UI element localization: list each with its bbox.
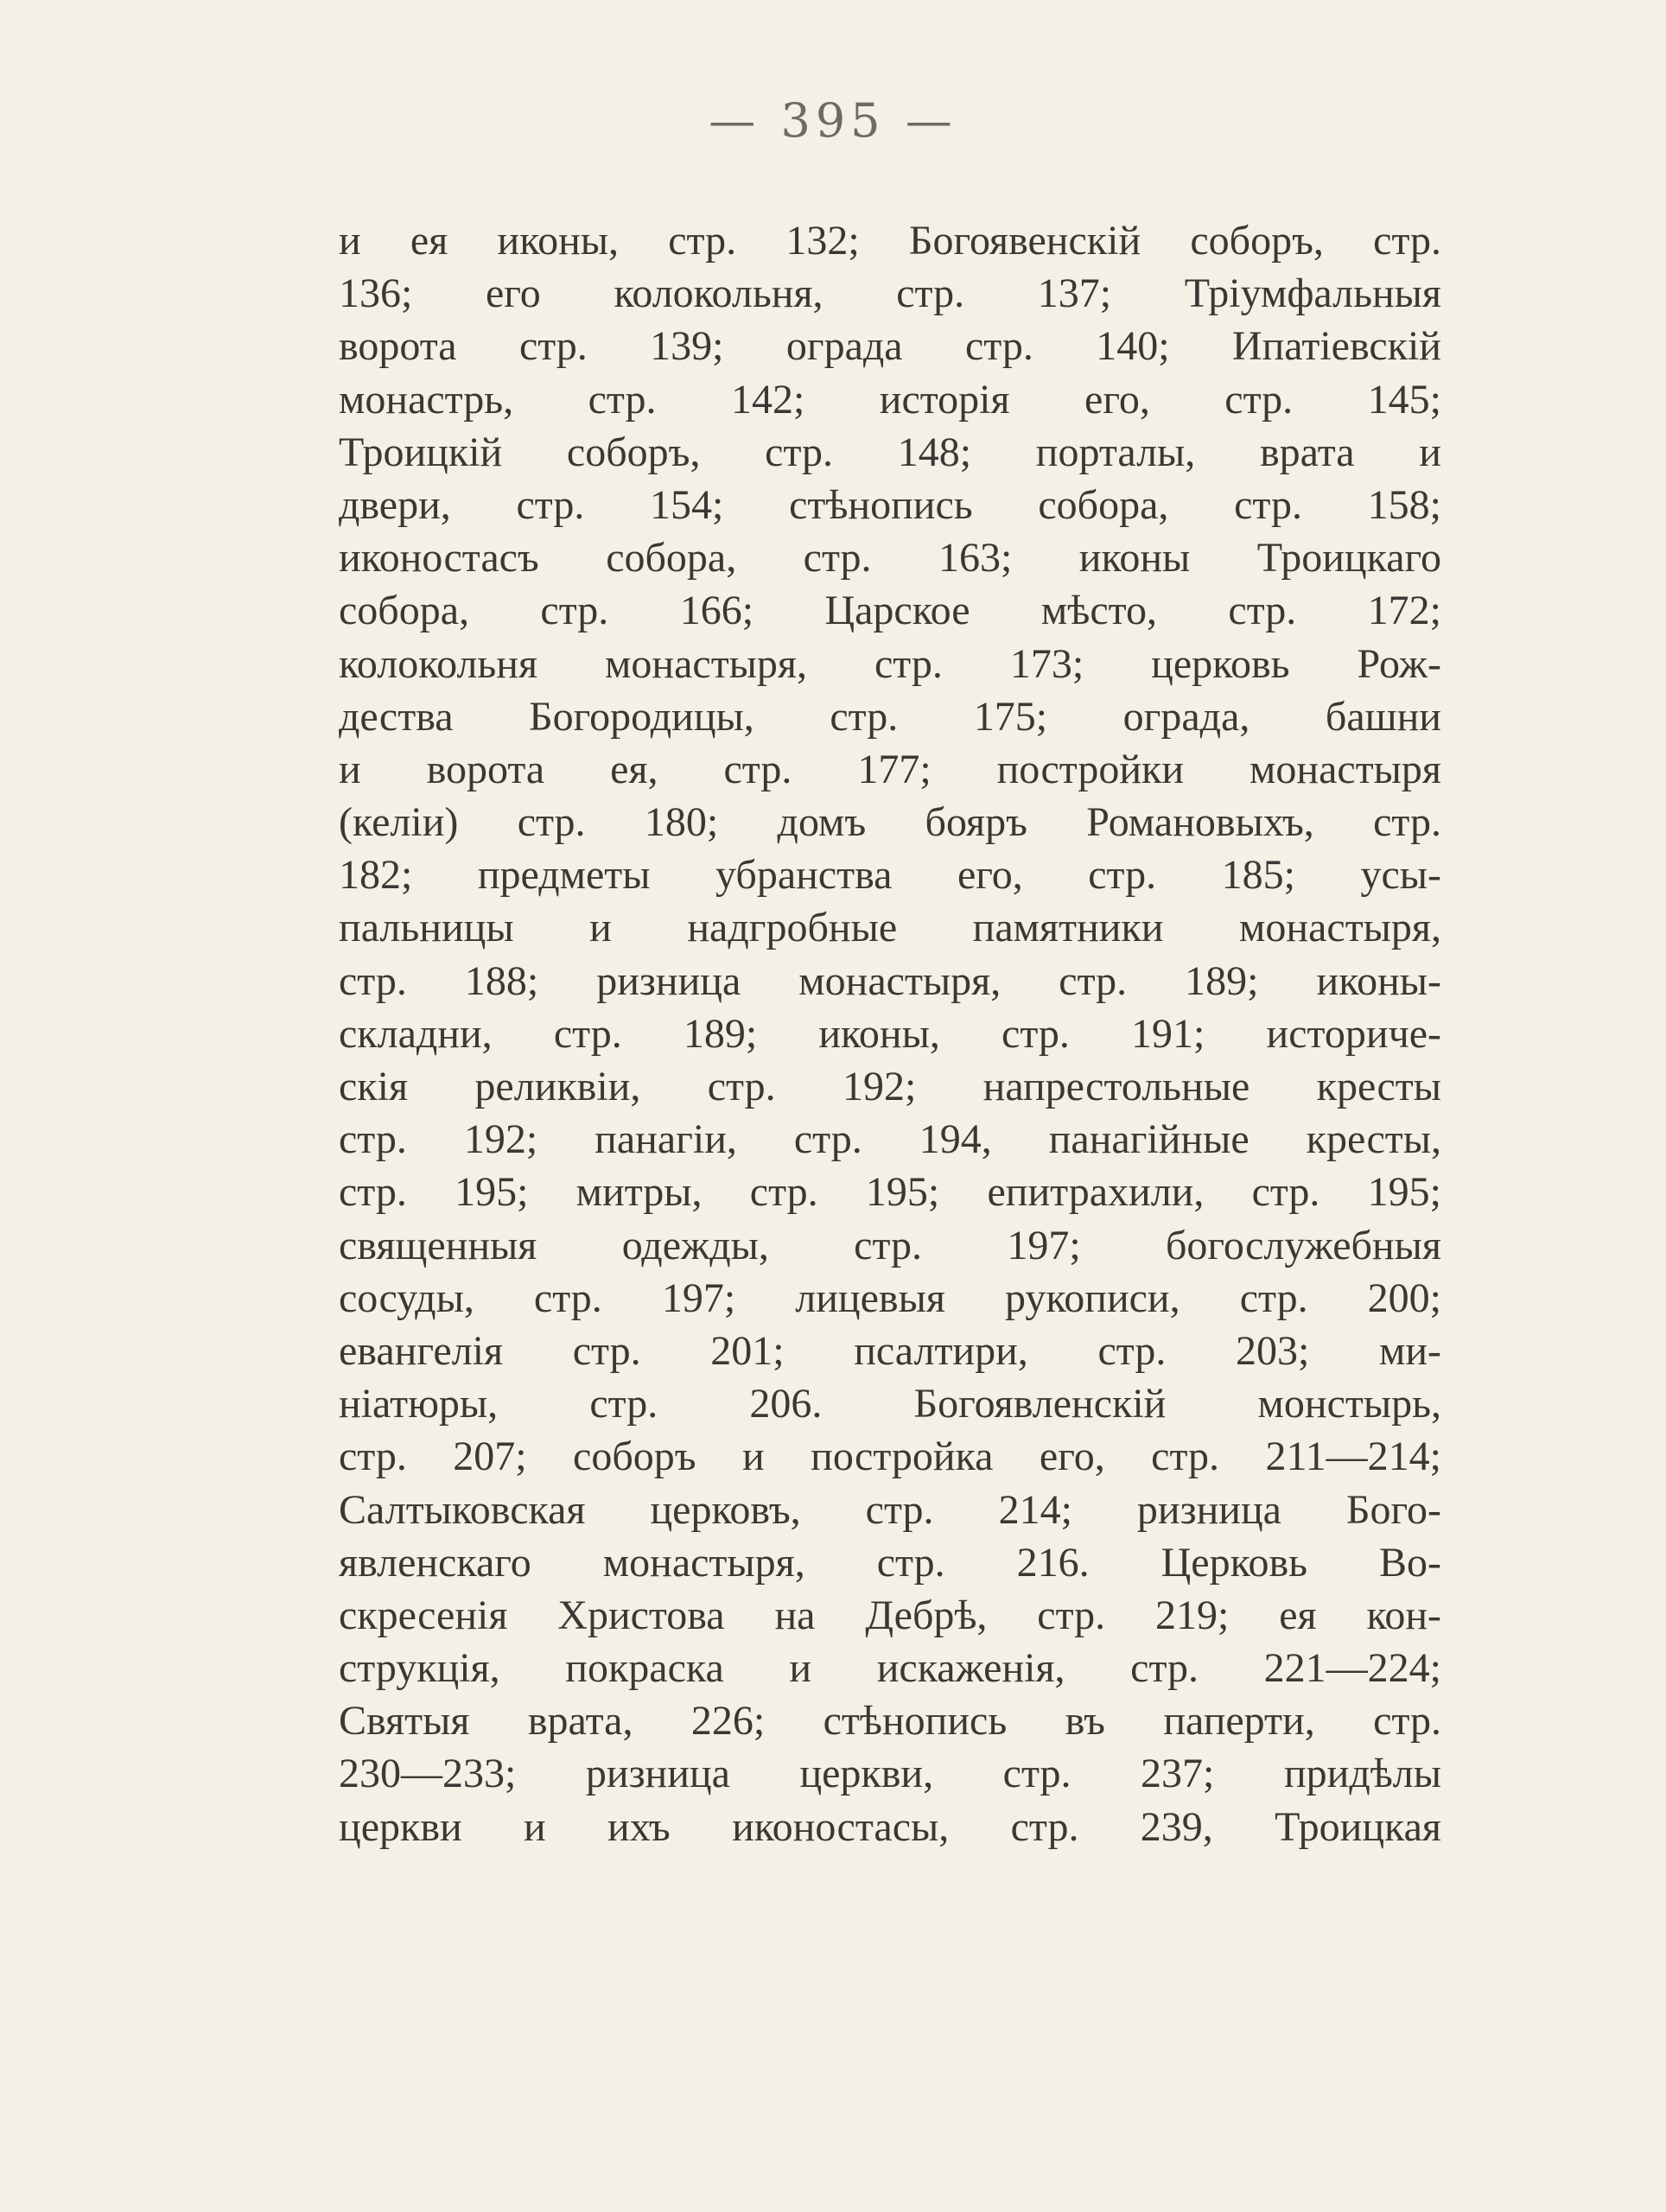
text-line: 230—233; ризница церкви, стр. 237; придѣлы — [339, 1751, 1441, 1797]
text-line: и ворота ея, стр. 177; постройки монастыря — [339, 746, 1441, 792]
text-line: церкви и ихъ иконостасы, стр. 239, Троицкая — [339, 1803, 1441, 1850]
text-line: сосуды, стр. 197; лицевыя рукописи, стр. 200; — [339, 1274, 1441, 1321]
text-line: евангелія стр. 201; псалтири, стр. 203; ми- — [339, 1327, 1441, 1374]
text-line: складни, стр. 189; иконы, стр. 191; историче- — [339, 1010, 1441, 1057]
text-line: ворота стр. 139; ограда стр. 140; Ипатіевскій — [339, 323, 1441, 370]
text-line: Салтыковская церковъ, стр. 214; ризница Бого- — [339, 1486, 1441, 1533]
text-line: собора, стр. 166; Царское мѣсто, стр. 172; — [339, 588, 1441, 634]
text-line: пальницы и надгробные памятники монастыря, — [339, 905, 1441, 951]
text-line: 136; его колокольня, стр. 137; Тріумфальныя — [339, 270, 1441, 317]
text-line: колокольня монастыря, стр. 173; церковь Рож- — [339, 640, 1441, 687]
text-line: двери, стр. 154; стѣнопись собора, стр. 158; — [339, 481, 1441, 528]
text-line: скія реликвіи, стр. 192; напрестольные кресты — [339, 1064, 1441, 1109]
text-line: 182; предметы убранства его, стр. 185; усы- — [339, 852, 1441, 899]
page-number: — 395 — — [709, 93, 957, 148]
text-line: Святыя врата, 226; стѣнопись въ паперти, стр. — [339, 1698, 1441, 1745]
text-line: священныя одежды, стр. 197; богослужебныя — [339, 1222, 1441, 1268]
text-line: ніатюры, стр. 206. Богоявленскій монстырь, — [339, 1381, 1441, 1427]
text-line: стр. 188; ризница монастыря, стр. 189; иконы- — [339, 957, 1441, 1004]
text-line: и ея иконы, стр. 132; Богоявенскій соборъ, стр. — [339, 218, 1441, 264]
body-text — [339, 214, 1441, 1853]
text-line: стр. 192; панагіи, стр. 194, панагійные кресты, — [339, 1116, 1441, 1163]
text-line: явленскаго монастыря, стр. 216. Церковь Во- — [339, 1539, 1441, 1586]
text-line: монастрь, стр. 142; исторія его, стр. 145; — [339, 376, 1441, 423]
text-line: стр. 207; соборъ и постройка его, стр. 211—214; — [339, 1433, 1441, 1480]
text-line: струкція, покраска и искаженія, стр. 221—224; — [339, 1645, 1441, 1692]
text-line: Троицкій соборъ, стр. 148; порталы, врата и — [339, 429, 1441, 475]
text-line: (келіи) стр. 180; домъ бояръ Романовыхъ, стр. — [339, 799, 1441, 846]
text-line: скресенія Христова на Дебрѣ, стр. 219; ея кон- — [339, 1592, 1441, 1638]
text-line: стр. 195; митры, стр. 195; епитрахили, стр. 195; — [339, 1169, 1441, 1216]
text-line: дества Богородицы, стр. 175; ограда, башни — [339, 693, 1441, 740]
text-line: иконостасъ собора, стр. 163; иконы Троицкаго — [339, 535, 1441, 582]
